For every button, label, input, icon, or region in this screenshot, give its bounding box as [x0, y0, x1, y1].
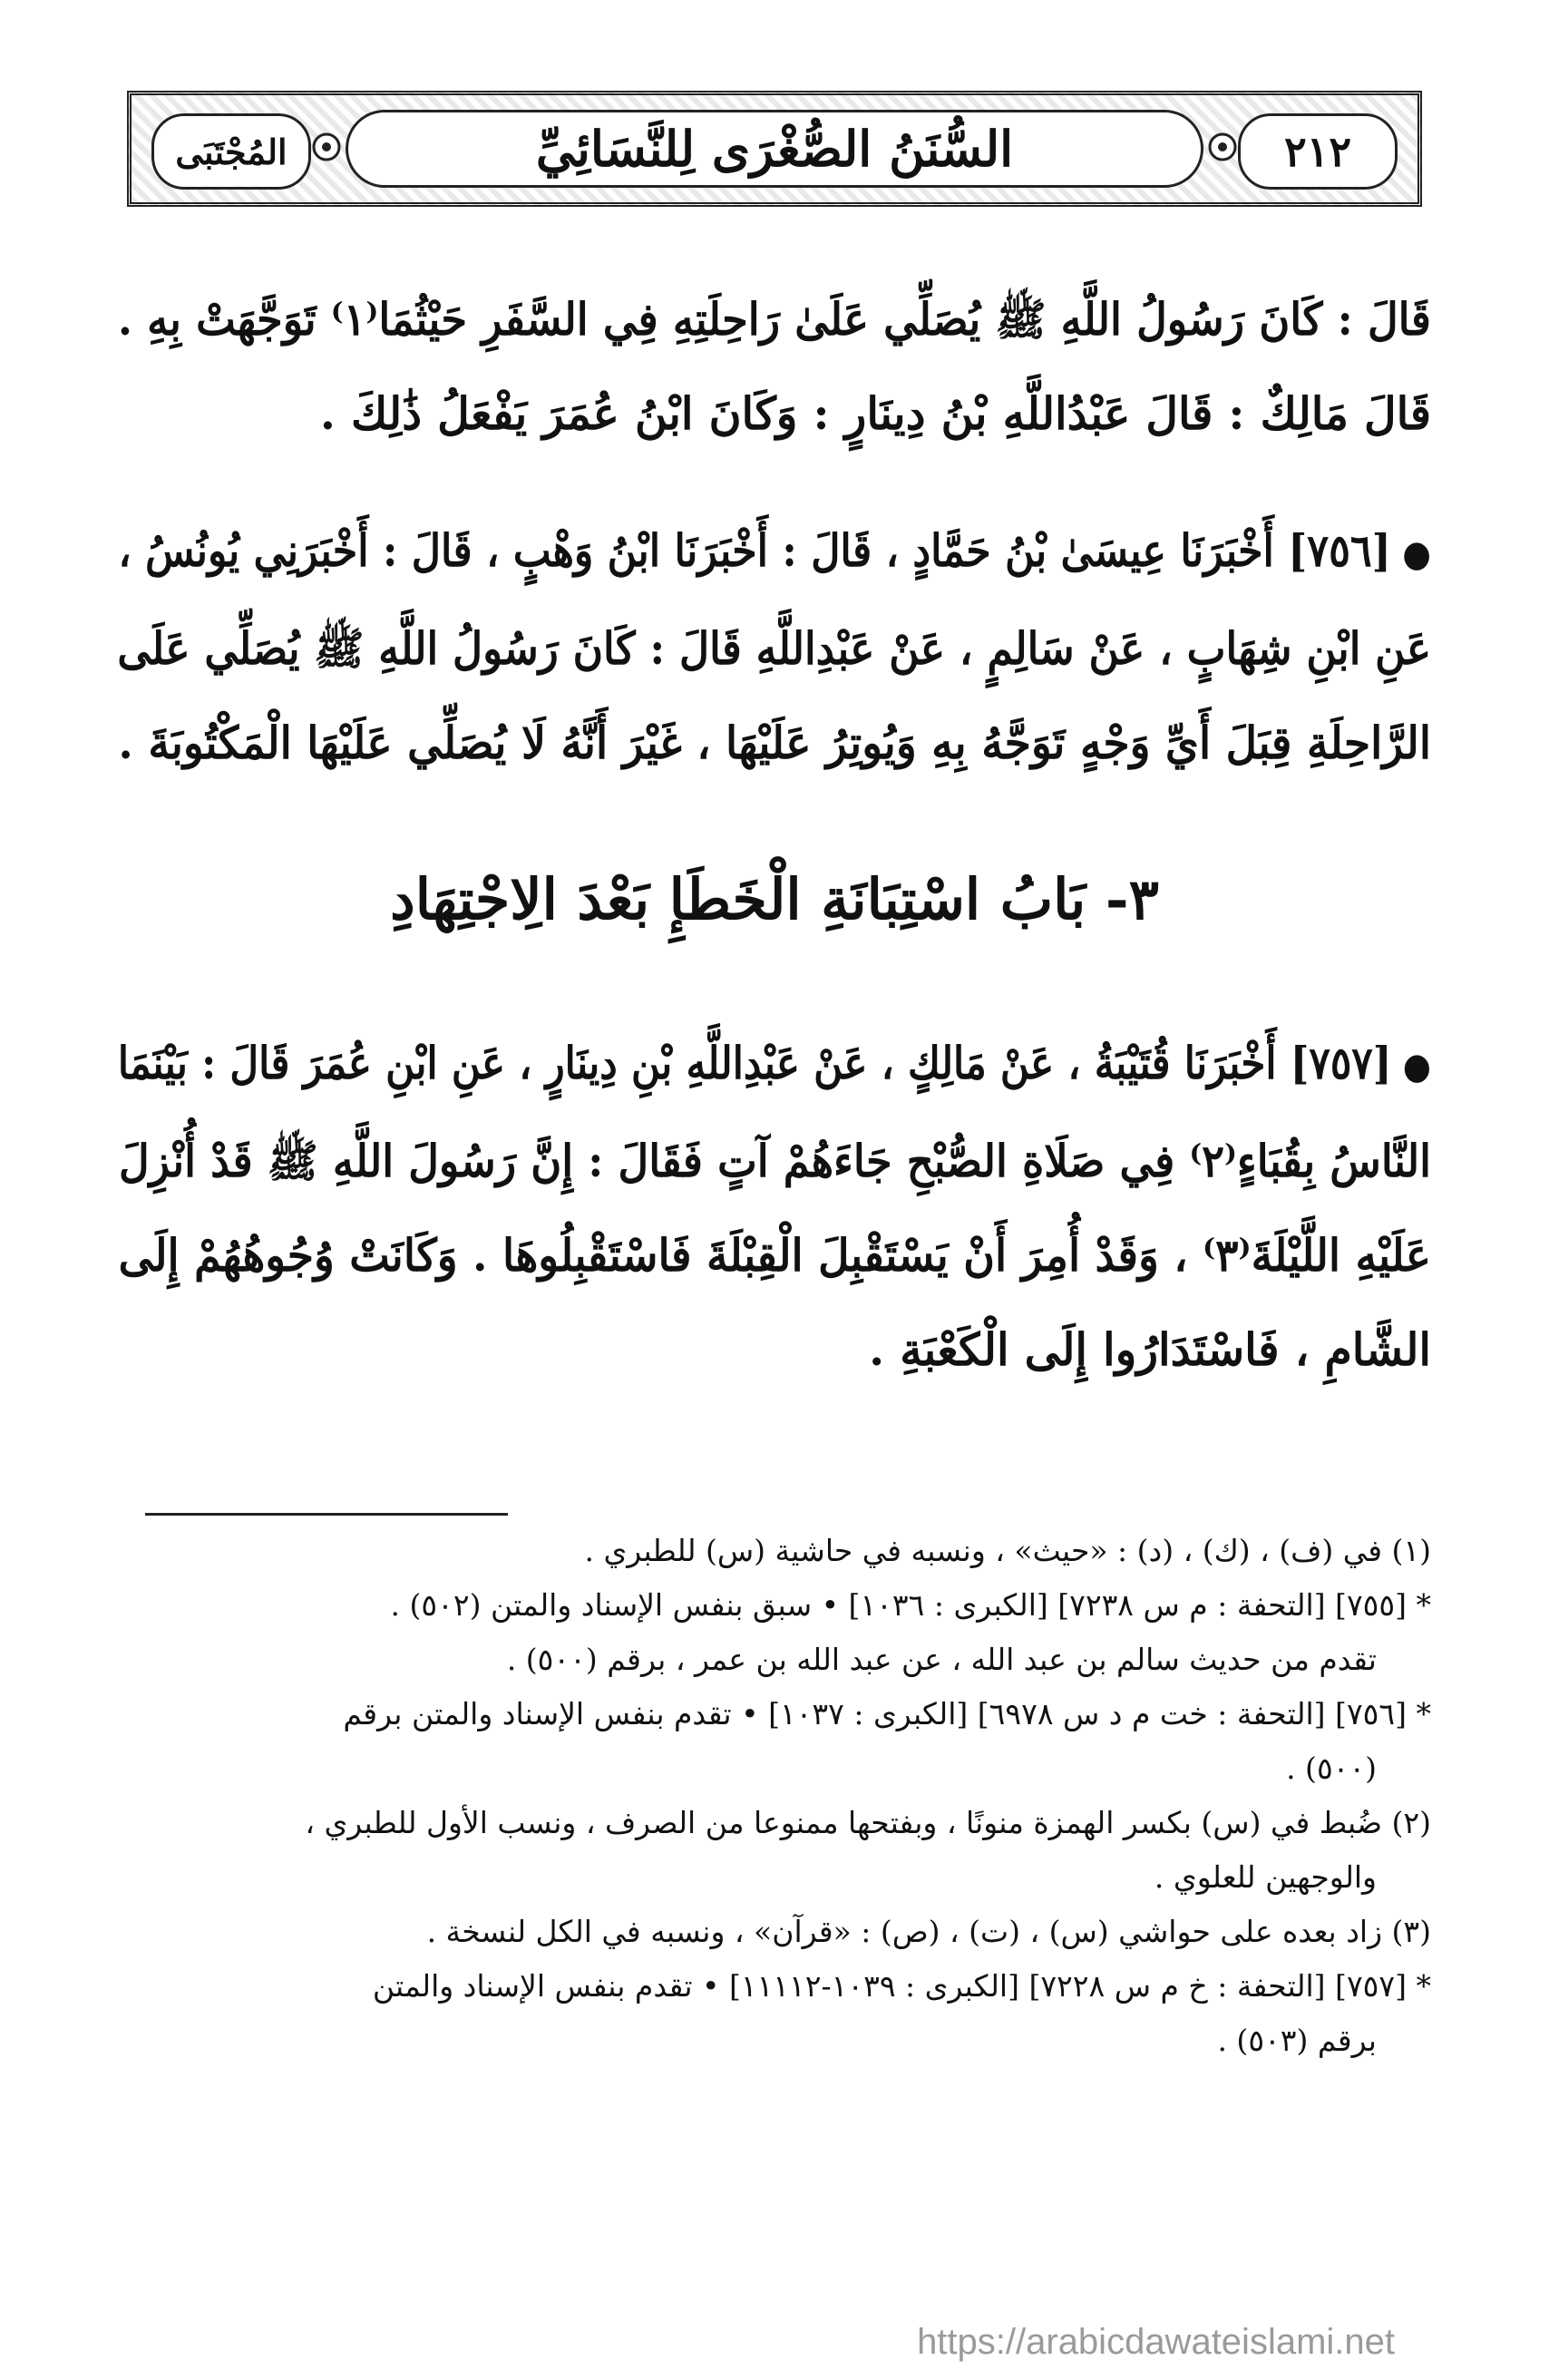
footnote-line: برقم (٥٠٣) . — [1217, 2023, 1377, 2058]
footnotes — [118, 1524, 1431, 2068]
page-title: السُّنَنُ الصُّغْرَى لِلنَّسَائِيِّ — [535, 120, 1014, 178]
hadith-755-continuation — [118, 272, 1431, 461]
watermark-url: https://arabicdawateislami.net — [917, 2322, 1395, 2362]
text-line: الرَّاحِلَةِ قِبَلَ أَيِّ وَجْهٍ تَوَجَّهُ بِهِ وَيُوتِرُ عَلَيْهَا ، غَيْرَ أَنَّهُ لَا يُصَلِّي عَلَيْهَا الْمَكْتُوبَةَ . — [118, 717, 1432, 769]
book-label: المُجْتَبَى — [175, 131, 287, 172]
header-title-cartouche — [346, 110, 1203, 188]
hadith-757 — [118, 1016, 1431, 1397]
page-number-cartouche — [1238, 113, 1398, 190]
hadith-756 — [118, 503, 1431, 790]
footnote-line: تقدم من حديث سالم بن عبد الله ، عن عبد الله بن عمر ، برقم (٥٠٠) . — [506, 1642, 1377, 1677]
text-line: عَلَيْهِ اللَّيْلَةَ⁽٣⁾ ، وَقَدْ أُمِرَ أَنْ يَسْتَقْبِلَ الْقِبْلَةَ فَاسْتَقْبِلُوهَا . وَكَانَتْ وُجُوهُهُمْ إِلَى — [118, 1229, 1431, 1282]
footnote-divider — [145, 1513, 508, 1516]
page-number: ٢١٢ — [1283, 127, 1352, 176]
page-header — [127, 91, 1422, 207]
text-segment: أَخْبَرَنَا قُتَيْبَةُ ، عَنْ مَالِكٍ ، عَنْ عَبْدِاللَّهِ بْنِ دِينَارٍ ، عَنِ ابْنِ عُمَرَ قَالَ : بَيْنَمَا — [117, 1037, 1277, 1089]
text-line — [118, 503, 1431, 601]
hadith-number: [٧٥٦] — [1288, 524, 1391, 577]
footnote-line: * [٧٥٦] [التحفة : خت م د س ٦٩٧٨] [الكبرى : ١٠٣٧] • تقدم بنفس الإسناد والمتن برقم — [343, 1696, 1431, 1731]
text-line: قَالَ مَالِكٌ : قَالَ عَبْدُاللَّهِ بْنُ دِينَارٍ : وَكَانَ ابْنُ عُمَرَ يَفْعَلُ ذَٰلِكَ . — [319, 387, 1431, 440]
text-segment: أَخْبَرَنَا عِيسَىٰ بْنُ حَمَّادٍ ، قَالَ : أَخْبَرَنَا ابْنُ وَهْبٍ ، قَالَ : أَخْبَرَنِي يُونُسُ ، — [118, 524, 1274, 577]
footnote-line: * [٧٥٧] [التحفة : خ م س ٧٢٢٨] [الكبرى : ١٠٣٩-١١١١٢] • تقدم بنفس الإسناد والمتن — [372, 1968, 1431, 2004]
text-line — [117, 1016, 1431, 1114]
text-line: عَنِ ابْنِ شِهَابٍ ، عَنْ سَالِمٍ ، عَنْ عَبْدِاللَّهِ قَالَ : كَانَ رَسُولُ اللَّهِ ﷺ يُصَلِّي عَلَى — [117, 622, 1432, 675]
footnote-line: * [٧٥٥] [التحفة : م س ٧٢٣٨] [الكبرى : ١٠٣٦] • سبق بنفس الإسناد والمتن (٥٠٢) . — [390, 1587, 1431, 1623]
bullet-icon: ● — [1402, 1045, 1431, 1088]
text-line: الشَّامِ ، فَاسْتَدَارُوا إِلَى الْكَعْبَةِ . — [869, 1323, 1431, 1376]
text-line: النَّاسُ بِقُبَاءٍ⁽٢⁾ فِي صَلَاةِ الصُّبْحِ جَاءَهُمْ آتٍ فَقَالَ : إِنَّ رَسُولَ اللَّهِ ﷺ قَدْ أُنْزِلَ — [118, 1135, 1431, 1187]
footnote-line: (٣) زاد بعده على حواشي (س) ، (ت) ، (ص) : «قرآن» ، ونسبه في الكل لنسخة . — [426, 1914, 1431, 1949]
chapter-heading: ٣- بَابُ اسْتِبَانَةِ الْخَطَإِ بَعْدَ الِاجْتِهَادِ — [390, 866, 1159, 932]
footnote-line: (٥٠٠) . — [1286, 1751, 1377, 1786]
bullet-icon: ● — [1402, 532, 1431, 575]
footnote-line: (١) في (ف) ، (ك) ، (د) : «حيث» ، ونسبه في حاشية (س) للطبري . — [584, 1533, 1431, 1568]
hadith-number: [٧٥٧] — [1290, 1037, 1392, 1089]
text-line: قَالَ : كَانَ رَسُولُ اللَّهِ ﷺ يُصَلِّي عَلَىٰ رَاحِلَتِهِ فِي السَّفَرِ حَيْثُمَا⁽١⁾ تَوَجَّهَتْ بِهِ . — [117, 293, 1432, 346]
footnote-line: والوجهين للعلوي . — [1154, 1859, 1377, 1895]
footnote-line: (٢) ضُبط في (س) بكسر الهمزة منونًا ، وبفتحها ممنوعا من الصرف ، ونسب الأول للطبري ، — [305, 1805, 1431, 1840]
ornament-icon — [1207, 132, 1238, 162]
book-label-cartouche — [151, 113, 311, 190]
ornament-icon — [311, 132, 342, 162]
